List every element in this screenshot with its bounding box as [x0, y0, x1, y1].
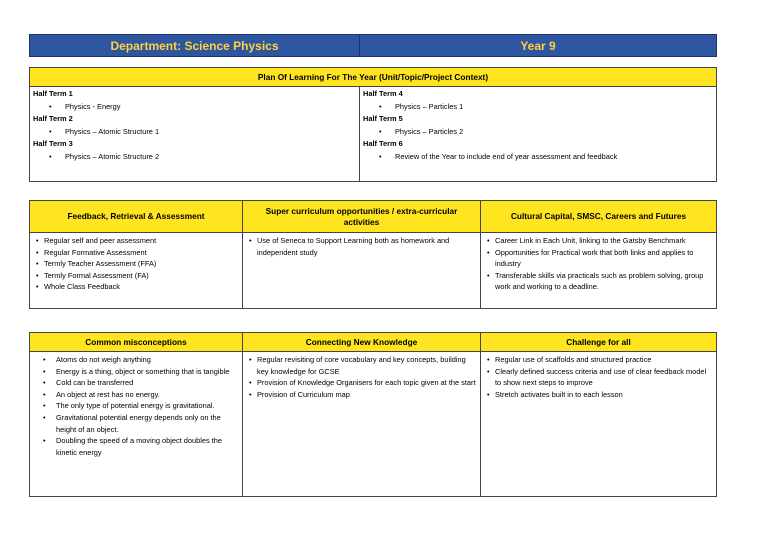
list-item: • Use of Seneca to Support Learning both as homework and independent study: [246, 235, 477, 258]
half-term-6-topic: • Review of the Year to include end of year assessment and feedback: [363, 151, 713, 164]
half-term-2-topic: • Physics – Atomic Structure 1: [33, 126, 356, 139]
misconceptions-list: [33, 354, 239, 458]
half-term-1-topic: • Physics - Energy: [33, 101, 356, 114]
plan-right-cell: [360, 87, 717, 182]
feedback-list: [33, 235, 239, 293]
list-item: • Provision of Knowledge Organisers for each topic given at the start: [246, 377, 477, 389]
list-item: • Provision of Curriculum map: [246, 389, 477, 401]
year-title: Year 9: [360, 35, 717, 57]
half-term-6-label: Half Term 6: [363, 139, 403, 148]
misconceptions-cell: [30, 352, 243, 497]
list-item: • Termly Teacher Assessment (FFA): [33, 258, 239, 270]
list-item: • Termly Formal Assessment (FA): [33, 270, 239, 282]
list-item: • Stretch activates built in to each lesson: [484, 389, 713, 401]
list-item: • Atoms do not weigh anything: [33, 354, 239, 366]
super-curriculum-list: [246, 235, 477, 258]
list-item: • Cold can be transferred: [33, 377, 239, 389]
challenge-list: [484, 354, 713, 400]
list-item: • Whole Class Feedback: [33, 281, 239, 293]
list-item: • An object at rest has no energy.: [33, 389, 239, 401]
super-curriculum-cell: [243, 233, 481, 309]
half-term-3-topic: • Physics – Atomic Structure 2: [33, 151, 356, 164]
misconceptions-table: [29, 332, 717, 497]
list-item: • Regular Formative Assessment: [33, 247, 239, 259]
list-item: • The only type of potential energy is gravitational.: [33, 400, 239, 412]
connecting-knowledge-cell: [243, 352, 481, 497]
half-term-5-label: Half Term 5: [363, 114, 403, 123]
cultural-capital-cell: [481, 233, 717, 309]
assessment-section: [29, 200, 717, 309]
half-term-3-label: Half Term 3: [33, 139, 73, 148]
challenge-header: Challenge for all: [481, 333, 717, 352]
list-item: • Career Link in Each Unit, linking to the Gatsby Benchmark: [484, 235, 713, 247]
cultural-capital-header: Cultural Capital, SMSC, Careers and Futures: [481, 201, 717, 233]
feedback-cell: [30, 233, 243, 309]
list-item: • Regular revisiting of core vocabulary and key concepts, building key knowledge for GCSE: [246, 354, 477, 377]
half-term-2-label: Half Term 2: [33, 114, 73, 123]
list-item: • Gravitational potential energy depends only on the height of an object.: [33, 412, 239, 435]
list-item: • Clearly defined success criteria and use of clear feedback model to show next steps to improve: [484, 366, 713, 389]
half-term-4-topic: • Physics – Particles 1: [363, 101, 713, 114]
half-term-1-label: Half Term 1: [33, 89, 73, 98]
assessment-table: [29, 200, 717, 309]
header-table: [29, 34, 717, 57]
list-item: • Transferable skills via practicals such as problem solving, group work and working to a deadline.: [484, 270, 713, 293]
plan-table: [29, 67, 717, 182]
plan-of-learning: [29, 67, 717, 182]
connecting-knowledge-header: Connecting New Knowledge: [243, 333, 481, 352]
list-item: • Doubling the speed of a moving object doubles the kinetic energy: [33, 435, 239, 458]
cultural-capital-list: [484, 235, 713, 293]
list-item: • Energy is a thing, object or something that is tangible: [33, 366, 239, 378]
list-item: • Regular use of scaffolds and structured practice: [484, 354, 713, 366]
plan-title: Plan Of Learning For The Year (Unit/Topic/Project Context): [30, 68, 717, 87]
connecting-knowledge-list: [246, 354, 477, 400]
half-term-4-label: Half Term 4: [363, 89, 403, 98]
plan-left-cell: [30, 87, 360, 182]
misconceptions-section: [29, 332, 717, 497]
misconceptions-header: Common misconceptions: [30, 333, 243, 352]
header-band: [29, 34, 717, 57]
list-item: • Regular self and peer assessment: [33, 235, 239, 247]
half-term-5-topic: • Physics – Particles 2: [363, 126, 713, 139]
list-item: • Opportunities for Practical work that both links and applies to industry: [484, 247, 713, 270]
department-title: Department: Science Physics: [30, 35, 360, 57]
super-curriculum-header: Super curriculum opportunities / extra-curricular activities: [243, 201, 481, 233]
challenge-cell: [481, 352, 717, 497]
feedback-header: Feedback, Retrieval & Assessment: [30, 201, 243, 233]
